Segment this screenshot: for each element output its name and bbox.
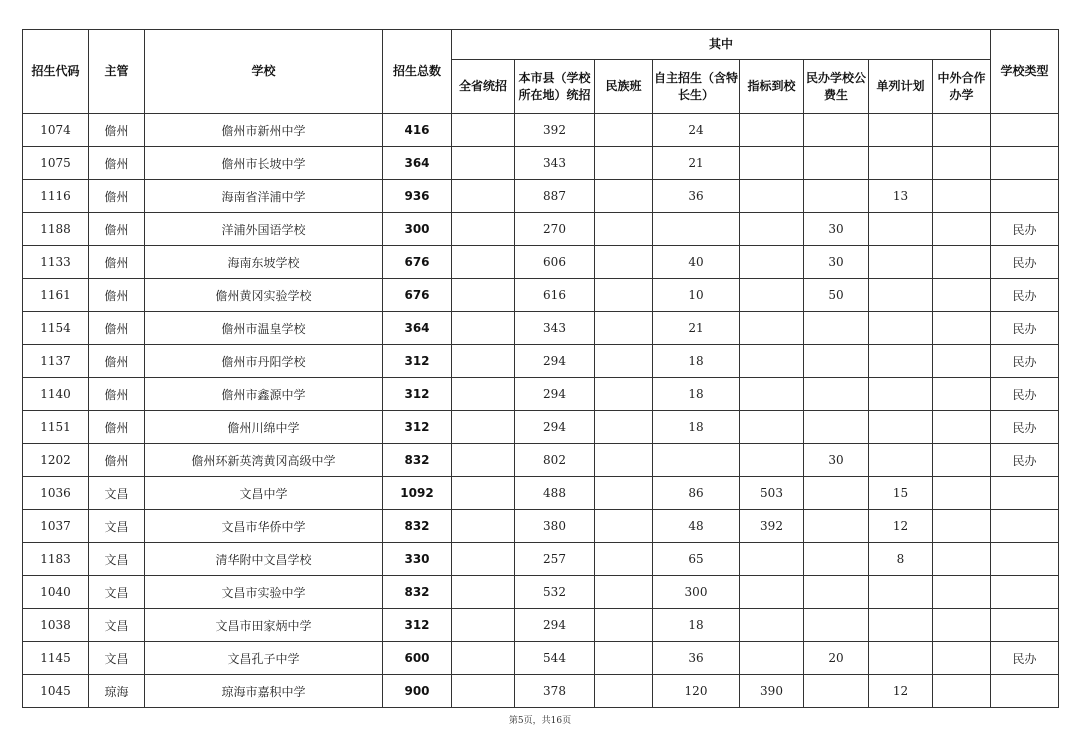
- cell-code: 1116: [23, 180, 89, 213]
- cell-ethnic: [595, 477, 653, 510]
- cell-ethnic: [595, 543, 653, 576]
- cell-admin: 琼海: [89, 675, 145, 708]
- header-admin: 主管: [89, 30, 145, 114]
- table-row: [23, 114, 1059, 147]
- cell-local: 392: [515, 114, 595, 147]
- cell-local: 380: [515, 510, 595, 543]
- cell-code: 1045: [23, 675, 89, 708]
- cell-total: 364: [383, 147, 452, 180]
- cell-foreign: [933, 444, 991, 477]
- cell-code: 1040: [23, 576, 89, 609]
- cell-foreign: [933, 675, 991, 708]
- cell-total: 832: [383, 444, 452, 477]
- cell-self: 36: [653, 180, 740, 213]
- cell-foreign: [933, 180, 991, 213]
- cell-province: [452, 213, 515, 246]
- cell-admin: 儋州: [89, 246, 145, 279]
- cell-separate: [869, 642, 933, 675]
- cell-ethnic: [595, 279, 653, 312]
- cell-province: [452, 378, 515, 411]
- cell-self: 48: [653, 510, 740, 543]
- cell-type: 民办: [991, 642, 1059, 675]
- table-row: [23, 213, 1059, 246]
- table-row: [23, 477, 1059, 510]
- cell-total: 1092: [383, 477, 452, 510]
- cell-admin: 文昌: [89, 642, 145, 675]
- cell-foreign: [933, 609, 991, 642]
- header-school: 学校: [145, 30, 383, 114]
- cell-type: [991, 543, 1059, 576]
- cell-foreign: [933, 543, 991, 576]
- cell-total: 676: [383, 279, 452, 312]
- header-foreign: 中外合作办学: [933, 60, 991, 114]
- cell-province: [452, 675, 515, 708]
- cell-code: 1036: [23, 477, 89, 510]
- cell-school: 洋浦外国语学校: [145, 213, 383, 246]
- table-row: [23, 246, 1059, 279]
- cell-type: 民办: [991, 345, 1059, 378]
- cell-local: 544: [515, 642, 595, 675]
- cell-admin: 文昌: [89, 609, 145, 642]
- cell-code: 1154: [23, 312, 89, 345]
- table-row: [23, 576, 1059, 609]
- cell-school: 琼海市嘉积中学: [145, 675, 383, 708]
- cell-type: [991, 147, 1059, 180]
- cell-ethnic: [595, 444, 653, 477]
- cell-admin: 文昌: [89, 543, 145, 576]
- cell-self: 36: [653, 642, 740, 675]
- cell-type: [991, 576, 1059, 609]
- cell-admin: 儋州: [89, 411, 145, 444]
- cell-quota: [740, 411, 804, 444]
- cell-separate: [869, 345, 933, 378]
- cell-type: 民办: [991, 246, 1059, 279]
- cell-separate: [869, 411, 933, 444]
- cell-ethnic: [595, 312, 653, 345]
- cell-private-public: 50: [804, 279, 869, 312]
- cell-separate: [869, 609, 933, 642]
- cell-separate: [869, 213, 933, 246]
- cell-type: [991, 114, 1059, 147]
- table-row: [23, 609, 1059, 642]
- cell-total: 312: [383, 345, 452, 378]
- cell-private-public: 30: [804, 246, 869, 279]
- table-row: [23, 675, 1059, 708]
- cell-school: 儋州川绵中学: [145, 411, 383, 444]
- cell-private-public: [804, 312, 869, 345]
- cell-foreign: [933, 246, 991, 279]
- cell-foreign: [933, 378, 991, 411]
- header-self: 自主招生（含特长生）: [653, 60, 740, 114]
- cell-foreign: [933, 312, 991, 345]
- cell-province: [452, 345, 515, 378]
- cell-private-public: [804, 477, 869, 510]
- table-row: [23, 378, 1059, 411]
- header-private-public: 民办学校公费生: [804, 60, 869, 114]
- cell-private-public: [804, 576, 869, 609]
- cell-foreign: [933, 411, 991, 444]
- cell-school: 儋州市鑫源中学: [145, 378, 383, 411]
- cell-self: 10: [653, 279, 740, 312]
- table-row: [23, 444, 1059, 477]
- cell-admin: 儋州: [89, 312, 145, 345]
- cell-type: 民办: [991, 279, 1059, 312]
- cell-foreign: [933, 576, 991, 609]
- cell-ethnic: [595, 114, 653, 147]
- cell-self: 40: [653, 246, 740, 279]
- cell-quota: [740, 213, 804, 246]
- cell-local: 606: [515, 246, 595, 279]
- cell-total: 676: [383, 246, 452, 279]
- cell-ethnic: [595, 675, 653, 708]
- cell-admin: 儋州: [89, 378, 145, 411]
- cell-foreign: [933, 642, 991, 675]
- cell-total: 936: [383, 180, 452, 213]
- header-type: 学校类型: [991, 30, 1059, 114]
- cell-code: 1038: [23, 609, 89, 642]
- cell-code: 1037: [23, 510, 89, 543]
- cell-province: [452, 147, 515, 180]
- cell-local: 270: [515, 213, 595, 246]
- cell-separate: [869, 147, 933, 180]
- table-row: [23, 147, 1059, 180]
- cell-province: [452, 444, 515, 477]
- cell-province: [452, 312, 515, 345]
- cell-private-public: [804, 114, 869, 147]
- table-row: [23, 543, 1059, 576]
- cell-type: 民办: [991, 213, 1059, 246]
- cell-code: 1140: [23, 378, 89, 411]
- cell-local: 294: [515, 345, 595, 378]
- cell-admin: 儋州: [89, 279, 145, 312]
- cell-ethnic: [595, 180, 653, 213]
- cell-school: 海南省洋浦中学: [145, 180, 383, 213]
- cell-separate: [869, 312, 933, 345]
- cell-code: 1202: [23, 444, 89, 477]
- cell-type: 民办: [991, 411, 1059, 444]
- page-footer: 第5页，共16页: [508, 716, 572, 726]
- cell-local: 343: [515, 312, 595, 345]
- cell-self: 18: [653, 411, 740, 444]
- cell-quota: [740, 147, 804, 180]
- cell-province: [452, 543, 515, 576]
- cell-local: 616: [515, 279, 595, 312]
- cell-self: [653, 213, 740, 246]
- header-ethnic: 民族班: [595, 60, 653, 114]
- cell-code: 1145: [23, 642, 89, 675]
- cell-total: 312: [383, 609, 452, 642]
- cell-separate: 15: [869, 477, 933, 510]
- cell-ethnic: [595, 345, 653, 378]
- cell-private-public: [804, 609, 869, 642]
- table-body: [23, 114, 1059, 708]
- cell-quota: [740, 642, 804, 675]
- cell-self: 21: [653, 147, 740, 180]
- header-code: 招生代码: [23, 30, 89, 114]
- cell-ethnic: [595, 609, 653, 642]
- cell-private-public: 30: [804, 444, 869, 477]
- cell-local: 887: [515, 180, 595, 213]
- cell-type: 民办: [991, 312, 1059, 345]
- cell-school: 文昌孔子中学: [145, 642, 383, 675]
- cell-foreign: [933, 147, 991, 180]
- cell-total: 300: [383, 213, 452, 246]
- cell-separate: [869, 576, 933, 609]
- cell-foreign: [933, 510, 991, 543]
- cell-ethnic: [595, 576, 653, 609]
- cell-private-public: [804, 345, 869, 378]
- cell-total: 832: [383, 510, 452, 543]
- cell-total: 312: [383, 378, 452, 411]
- cell-foreign: [933, 345, 991, 378]
- cell-province: [452, 180, 515, 213]
- cell-province: [452, 411, 515, 444]
- cell-local: 294: [515, 411, 595, 444]
- cell-ethnic: [595, 411, 653, 444]
- cell-total: 330: [383, 543, 452, 576]
- cell-school: 儋州市丹阳学校: [145, 345, 383, 378]
- cell-admin: 儋州: [89, 213, 145, 246]
- cell-school: 文昌中学: [145, 477, 383, 510]
- cell-school: 儋州市温皇学校: [145, 312, 383, 345]
- cell-quota: [740, 279, 804, 312]
- cell-self: 300: [653, 576, 740, 609]
- cell-separate: [869, 444, 933, 477]
- header-province: 全省统招: [452, 60, 515, 114]
- cell-self: [653, 444, 740, 477]
- table-row: [23, 510, 1059, 543]
- cell-separate: 12: [869, 675, 933, 708]
- cell-type: [991, 609, 1059, 642]
- cell-private-public: 30: [804, 213, 869, 246]
- cell-local: 294: [515, 609, 595, 642]
- cell-school: 文昌市华侨中学: [145, 510, 383, 543]
- cell-province: [452, 246, 515, 279]
- cell-province: [452, 114, 515, 147]
- cell-self: 120: [653, 675, 740, 708]
- cell-local: 294: [515, 378, 595, 411]
- cell-school: 海南东坡学校: [145, 246, 383, 279]
- cell-foreign: [933, 114, 991, 147]
- table-row: [23, 345, 1059, 378]
- cell-school: 儋州黄冈实验学校: [145, 279, 383, 312]
- cell-province: [452, 279, 515, 312]
- cell-quota: 392: [740, 510, 804, 543]
- cell-code: 1161: [23, 279, 89, 312]
- cell-local: 802: [515, 444, 595, 477]
- cell-local: 488: [515, 477, 595, 510]
- header-total: 招生总数: [383, 30, 452, 114]
- cell-self: 65: [653, 543, 740, 576]
- cell-province: [452, 510, 515, 543]
- table-row: [23, 642, 1059, 675]
- cell-type: [991, 477, 1059, 510]
- cell-type: [991, 510, 1059, 543]
- cell-school: 儋州市长坡中学: [145, 147, 383, 180]
- cell-type: 民办: [991, 378, 1059, 411]
- cell-code: 1151: [23, 411, 89, 444]
- cell-foreign: [933, 213, 991, 246]
- cell-private-public: [804, 510, 869, 543]
- cell-code: 1183: [23, 543, 89, 576]
- cell-local: 378: [515, 675, 595, 708]
- cell-total: 364: [383, 312, 452, 345]
- cell-school: 儋州环新英湾黄冈高级中学: [145, 444, 383, 477]
- cell-school: 清华附中文昌学校: [145, 543, 383, 576]
- cell-private-public: [804, 180, 869, 213]
- cell-ethnic: [595, 378, 653, 411]
- cell-ethnic: [595, 213, 653, 246]
- cell-self: 24: [653, 114, 740, 147]
- cell-school: 文昌市田家炳中学: [145, 609, 383, 642]
- cell-local: 532: [515, 576, 595, 609]
- cell-ethnic: [595, 246, 653, 279]
- cell-total: 416: [383, 114, 452, 147]
- cell-foreign: [933, 477, 991, 510]
- cell-code: 1075: [23, 147, 89, 180]
- cell-type: [991, 675, 1059, 708]
- table-row: [23, 279, 1059, 312]
- cell-separate: 8: [869, 543, 933, 576]
- cell-admin: 文昌: [89, 576, 145, 609]
- table-row: [23, 312, 1059, 345]
- table-row: [23, 180, 1059, 213]
- cell-separate: [869, 378, 933, 411]
- cell-admin: 文昌: [89, 477, 145, 510]
- cell-separate: [869, 114, 933, 147]
- cell-admin: 儋州: [89, 114, 145, 147]
- cell-province: [452, 642, 515, 675]
- cell-total: 600: [383, 642, 452, 675]
- cell-ethnic: [595, 642, 653, 675]
- cell-local: 257: [515, 543, 595, 576]
- cell-type: [991, 180, 1059, 213]
- cell-self: 21: [653, 312, 740, 345]
- cell-type: 民办: [991, 444, 1059, 477]
- cell-private-public: [804, 378, 869, 411]
- cell-province: [452, 477, 515, 510]
- cell-code: 1133: [23, 246, 89, 279]
- cell-total: 900: [383, 675, 452, 708]
- cell-quota: [740, 114, 804, 147]
- cell-total: 832: [383, 576, 452, 609]
- cell-separate: 12: [869, 510, 933, 543]
- cell-self: 18: [653, 609, 740, 642]
- header-separate: 单列计划: [869, 60, 933, 114]
- cell-quota: [740, 378, 804, 411]
- cell-quota: [740, 444, 804, 477]
- cell-school: 儋州市新州中学: [145, 114, 383, 147]
- cell-ethnic: [595, 147, 653, 180]
- cell-quota: [740, 246, 804, 279]
- cell-quota: [740, 345, 804, 378]
- cell-code: 1137: [23, 345, 89, 378]
- cell-code: 1188: [23, 213, 89, 246]
- cell-quota: [740, 543, 804, 576]
- cell-total: 312: [383, 411, 452, 444]
- cell-separate: [869, 246, 933, 279]
- cell-private-public: [804, 411, 869, 444]
- cell-admin: 儋州: [89, 147, 145, 180]
- cell-code: 1074: [23, 114, 89, 147]
- cell-school: 文昌市实验中学: [145, 576, 383, 609]
- cell-private-public: 20: [804, 642, 869, 675]
- cell-foreign: [933, 279, 991, 312]
- cell-ethnic: [595, 510, 653, 543]
- cell-quota: 390: [740, 675, 804, 708]
- cell-quota: [740, 312, 804, 345]
- cell-admin: 文昌: [89, 510, 145, 543]
- header-quota: 指标到校: [740, 60, 804, 114]
- cell-province: [452, 576, 515, 609]
- cell-admin: 儋州: [89, 180, 145, 213]
- header-local: 本市县（学校所在地）统招: [515, 60, 595, 114]
- cell-quota: 503: [740, 477, 804, 510]
- cell-quota: [740, 576, 804, 609]
- cell-self: 86: [653, 477, 740, 510]
- cell-private-public: [804, 543, 869, 576]
- header-among: 其中: [452, 30, 991, 60]
- cell-private-public: [804, 675, 869, 708]
- cell-self: 18: [653, 345, 740, 378]
- cell-self: 18: [653, 378, 740, 411]
- table-row: [23, 411, 1059, 444]
- cell-separate: 13: [869, 180, 933, 213]
- cell-admin: 儋州: [89, 345, 145, 378]
- cell-local: 343: [515, 147, 595, 180]
- admissions-table: [22, 29, 1059, 708]
- cell-separate: [869, 279, 933, 312]
- cell-admin: 儋州: [89, 444, 145, 477]
- cell-quota: [740, 180, 804, 213]
- cell-province: [452, 609, 515, 642]
- cell-quota: [740, 609, 804, 642]
- cell-private-public: [804, 147, 869, 180]
